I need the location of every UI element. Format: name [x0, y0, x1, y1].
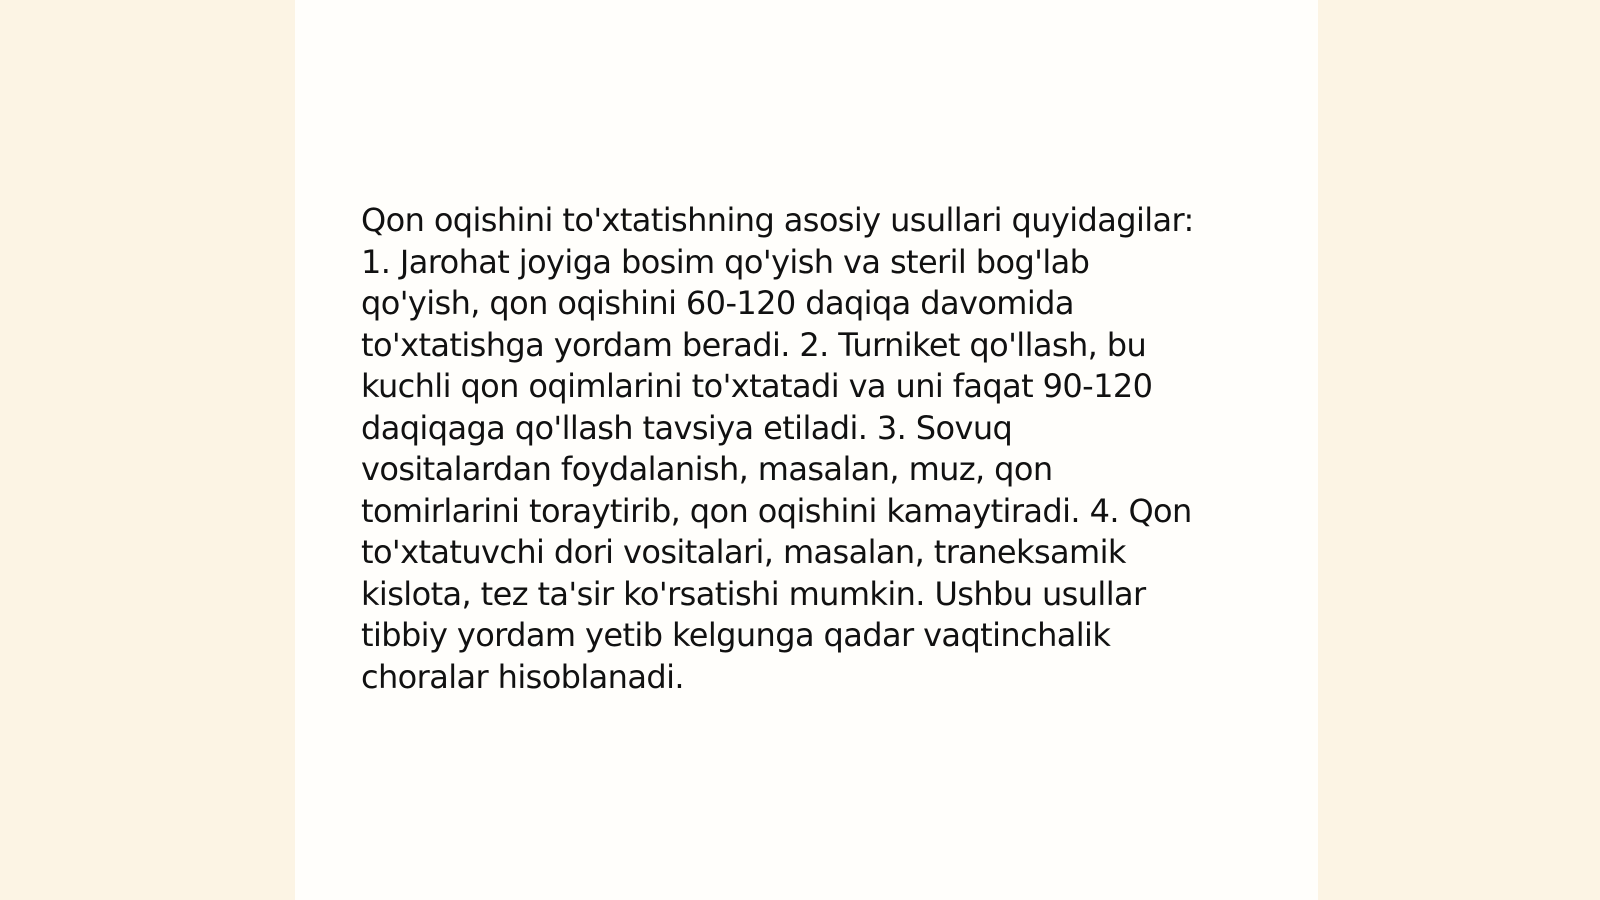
- body-line: kuchli qon oqimlarini to'xtatadi va uni faqat 90-120: [361, 367, 1153, 405]
- body-line: vositalardan foydalanish, masalan, muz, qon: [361, 450, 1053, 488]
- left-margin: [0, 0, 295, 900]
- body-line: daqiqaga qo'llash tavsiya etiladi. 3. Sovuq: [361, 408, 1013, 447]
- body-line: to'xtatishga yordam beradi. 2. Turniket qo'llash, bu: [361, 325, 1147, 364]
- body-line: qo'yish, qon oqishini 60-120 daqiqa davomida: [361, 284, 1074, 322]
- body-line: Qon oqishini to'xtatishning asosiy usullari quyidagilar:: [361, 201, 1194, 239]
- body-line: tomirlarini toraytirib, qon oqishini kamaytiradi. 4. Qon: [361, 491, 1192, 530]
- body-line: 1. Jarohat joyiga bosim qo'yish va steril bog'lab: [361, 242, 1090, 281]
- slide-body-text: [361, 200, 1261, 698]
- body-line: tibbiy yordam yetib kelgunga qadar vaqtinchalik: [361, 616, 1111, 654]
- slide: [295, 0, 1318, 900]
- body-line: to'xtatuvchi dori vositalari, masalan, traneksamik: [361, 533, 1126, 571]
- body-line: kislota, tez ta'sir ko'rsatishi mumkin. Ushbu usullar: [361, 574, 1146, 613]
- body-line: choralar hisoblanadi.: [361, 657, 684, 696]
- right-margin: [1318, 0, 1600, 900]
